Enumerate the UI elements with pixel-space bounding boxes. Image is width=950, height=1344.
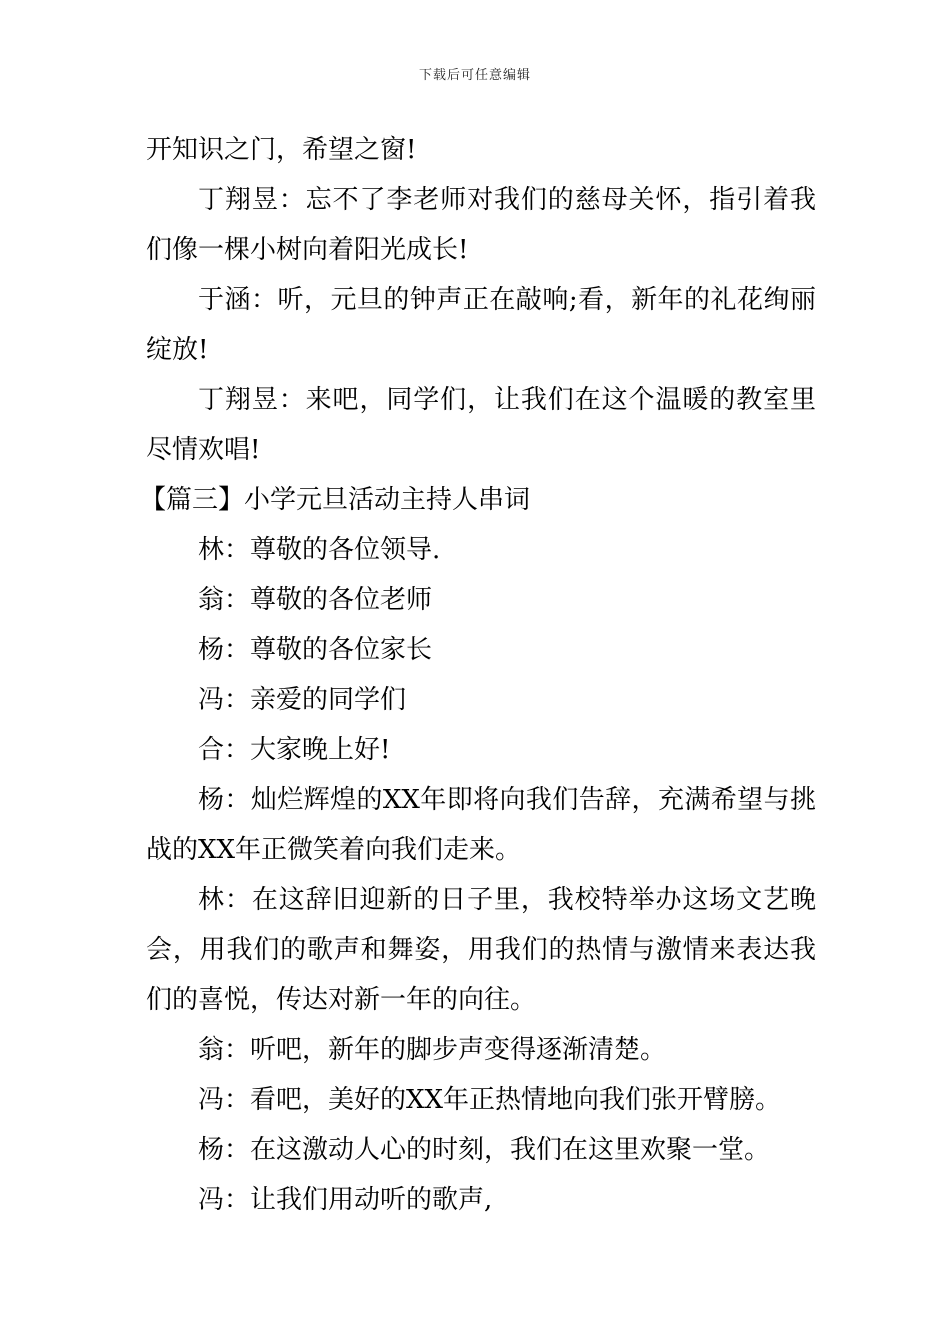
paragraph-5: 林：尊敬的各位领导.: [198, 535, 441, 565]
section-heading: 【篇三】小学元旦活动主持人串词: [140, 485, 531, 515]
paragraph-8: 冯：亲爱的同学们: [198, 685, 407, 715]
paragraph-1: 开知识之门，希望之窗!: [146, 135, 417, 165]
paragraph-11: 林：在这辞旧迎新的日子里，我校特举办这场文艺晚会，用我们的歌声和舞姿，用我们的热情与激情来表达我们的喜悦，传达对新一年的向往。: [146, 885, 816, 1015]
paragraph-12: 翁：听吧，新年的脚步声变得逐渐清楚。: [198, 1035, 667, 1065]
paragraph-4: 丁翔昱：来吧，同学们，让我们在这个温暖的教室里尽情欢唱!: [146, 385, 816, 465]
paragraph-14: 杨：在这激动人心的时刻，我们在这里欢聚一堂。: [198, 1135, 771, 1165]
paragraph-7: 杨：尊敬的各位家长: [198, 635, 433, 665]
paragraph-10: 杨：灿烂辉煌的XX年即将向我们告辞，充满希望与挑战的XX年正微笑着向我们走来。: [146, 785, 816, 865]
paragraph-15: 冯：让我们用动听的歌声,: [198, 1185, 493, 1215]
paragraph-6: 翁：尊敬的各位老师: [198, 585, 433, 615]
document-body: [140, 125, 816, 1225]
paragraph-13: 冯：看吧，美好的XX年正热情地向我们张开臂膀。: [198, 1085, 782, 1115]
paragraph-3: 于涵：听，元旦的钟声正在敲响;看，新年的礼花绚丽绽放!: [146, 285, 816, 365]
header-note: 下载后可任意编辑: [418, 68, 531, 83]
paragraph-2: 丁翔昱：忘不了李老师对我们的慈母关怀，指引着我们像一棵小树向着阳光成长!: [146, 185, 816, 265]
paragraph-9: 合：大家晚上好!: [198, 735, 391, 765]
